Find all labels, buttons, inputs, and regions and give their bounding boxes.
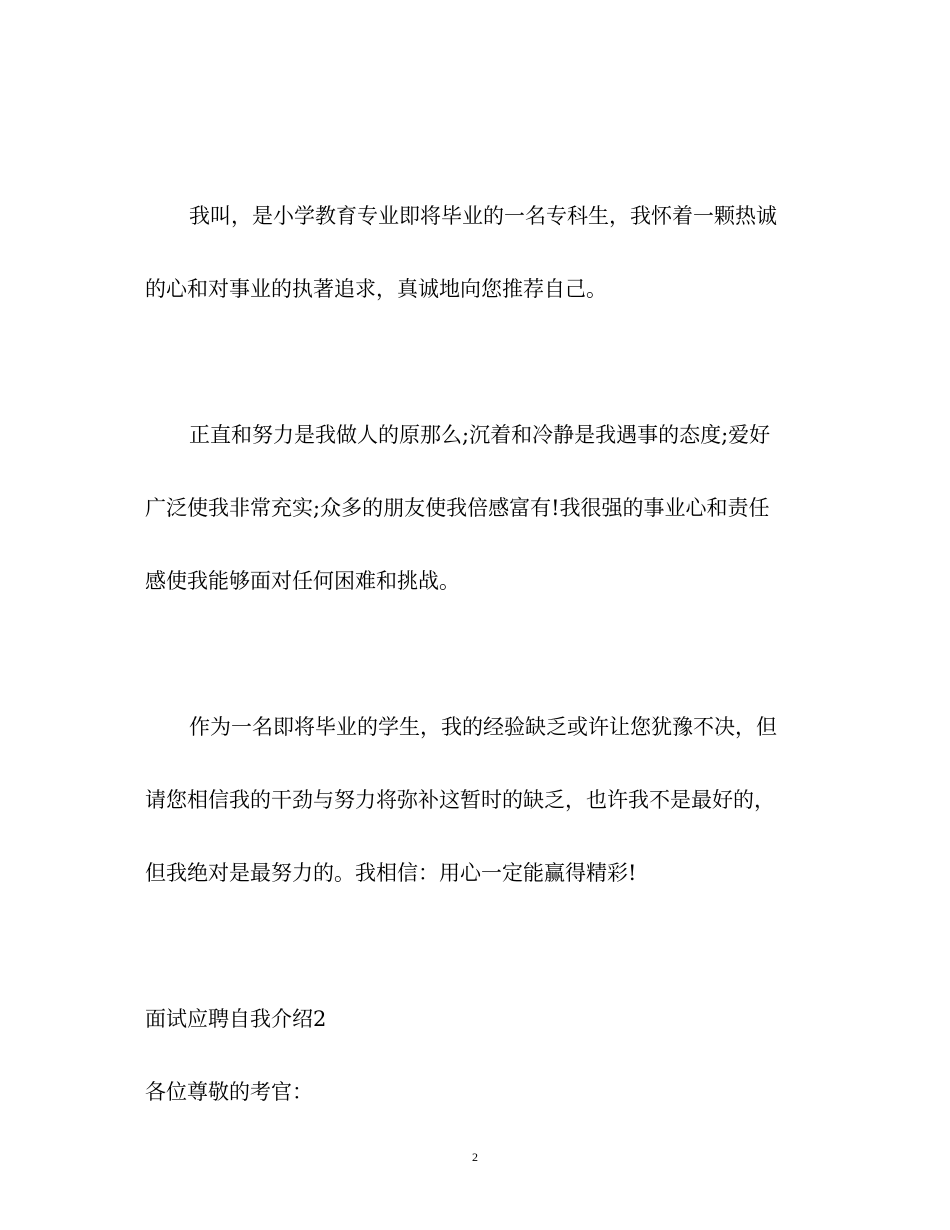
paragraph-line: 作为一名即将毕业的学生，我的经验缺乏或许让您犹豫不决，但 xyxy=(189,715,777,739)
paragraph-line: 但我绝对是最努力的。我相信：用心一定能赢得精彩! xyxy=(145,861,637,885)
paragraph-line: 的心和对事业的执著追求，真诚地向您推荐自己。 xyxy=(145,277,607,301)
section-heading: 面试应聘自我介绍2 xyxy=(145,1007,327,1031)
page-number: 2 xyxy=(472,1150,478,1164)
paragraph-line: 感使我能够面对任何困难和挑战。 xyxy=(145,569,460,593)
paragraph-line: 正直和努力是我做人的原那么;沉着和冷静是我遇事的态度;爱好 xyxy=(189,423,771,447)
paragraph-line: 我叫，是小学教育专业即将毕业的一名专科生，我怀着一颗热诚 xyxy=(189,204,777,228)
paragraph-line: 请您相信我的干劲与努力将弥补这暂时的缺乏，也许我不是最好的， xyxy=(145,788,775,812)
paragraph-line: 广泛使我非常充实;众多的朋友使我倍感富有!我很强的事业心和责任 xyxy=(145,496,770,520)
salutation: 各位尊敬的考官： xyxy=(145,1080,313,1104)
